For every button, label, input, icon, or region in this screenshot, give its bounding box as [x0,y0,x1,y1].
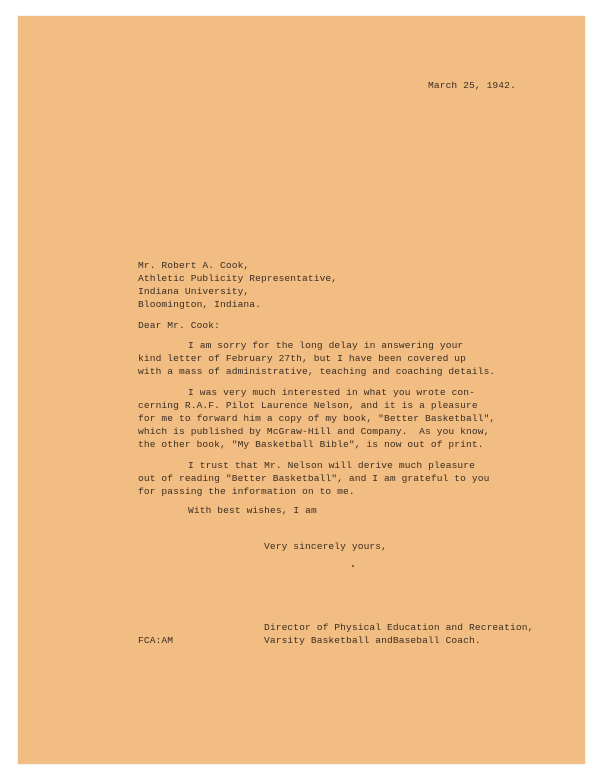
complimentary-close: Very sincerely yours, [264,541,388,552]
closing-line: With best wishes, I am [188,505,317,516]
typewriter-mark [352,565,354,567]
body-line: for passing the information on to me. [138,486,355,497]
recipient-line: Indiana University, [138,286,250,297]
recipient-line: Bloomington, Indiana. [138,299,262,310]
signature-title-line: Varsity Basketball andBaseball Coach. [264,635,481,646]
body-line: which is published by McGraw-Hill and Company. As you know, [138,426,490,437]
reference-initials: FCA:AM [138,635,174,646]
body-line: I trust that Mr. Nelson will derive much pleasure [188,460,476,471]
body-line: with a mass of administrative, teaching and coaching details. [138,366,496,377]
body-line: out of reading "Better Basketball", and I am grateful to you [138,473,490,484]
recipient-line: Athletic Publicity Representative, [138,273,338,284]
body-line: the other book, "My Basketball Bible", is now out of print. [138,439,484,450]
letter-date: March 25, 1942. [428,80,516,91]
body-line: for me to forward him a copy of my book, "Better Basketball", [138,413,496,424]
body-line: I was very much interested in what you wrote con- [188,387,476,398]
recipient-line: Mr. Robert A. Cook, [138,260,250,271]
salutation: Dear Mr. Cook: [138,320,221,331]
body-line: cerning R.A.F. Pilot Laurence Nelson, and it is a pleasure [138,400,478,411]
signature-title-line: Director of Physical Education and Recreation, [264,622,534,633]
body-line: I am sorry for the long delay in answering your [188,340,464,351]
body-line: kind letter of February 27th, but I have been covered up [138,353,467,364]
